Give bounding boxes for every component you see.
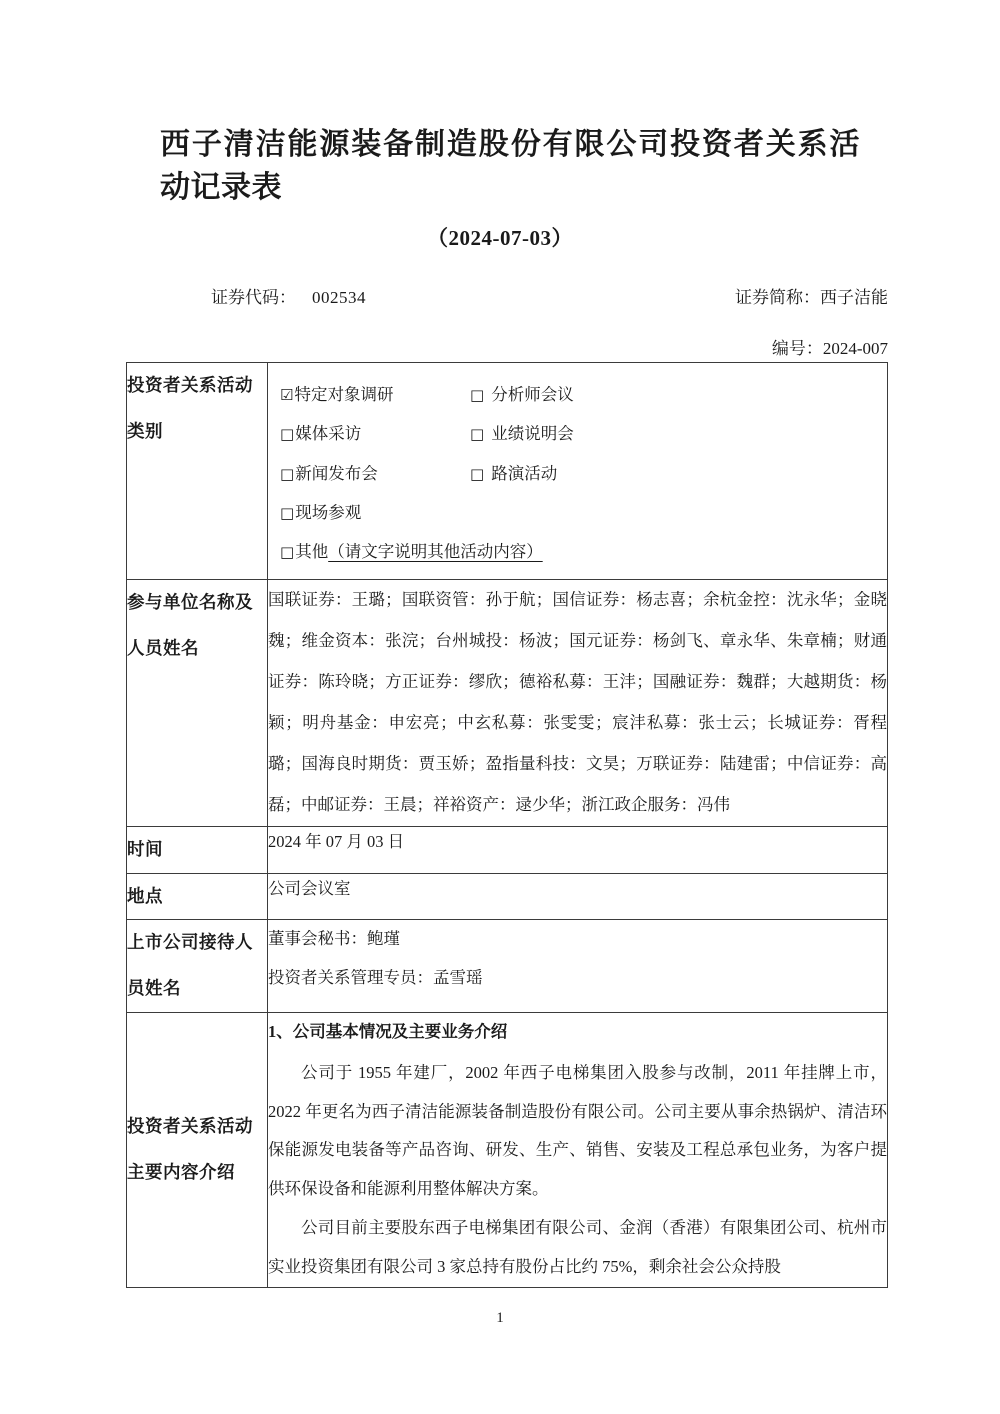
row-label-participants: 参与单位名称及人员姓名 [127, 580, 268, 826]
checkbox-label: 媒体采访 [295, 424, 362, 444]
row-label-host: 上市公司接待人员姓名 [127, 920, 268, 1013]
security-meta-row [126, 283, 888, 308]
checkbox-label: 其他 [295, 542, 329, 562]
checkbox-line-5 [280, 532, 887, 571]
host-ir-specialist: 投资者关系管理专员：孟雪瑶 [268, 968, 483, 988]
checkbox-line-2 [280, 414, 887, 453]
content-paragraph: 公司目前主要股东西子电梯集团有限公司、金润（香港）有限集团公司、杭州市实业投资集团有限公司 3 家总持有股份占比约 75%，剩余社会公众持股 [268, 1217, 887, 1276]
checkbox-empty-icon: □ [470, 386, 485, 404]
checkbox-label: 业绩说明会 [491, 424, 574, 444]
checkbox-line-4 [280, 493, 887, 532]
checkbox-label: 分析师会议 [491, 385, 574, 404]
page-number: 1 [496, 1310, 504, 1326]
checkbox-line-3 [280, 454, 887, 493]
checkbox-empty-icon: □ [280, 543, 295, 562]
checkbox-label: 现场参观 [295, 502, 362, 522]
content-paragraph: 公司于 1955 年建厂，2002 年西子电梯集团入股参与改制，2011 年挂牌上市，2022 年更名为西子清洁能源装备制造股份有限公司。公司主要从事余热锅炉、清洁环保能源发电装备等产品咨询、研发、生产、销售、安装及工程总承包业务，为客户提供环保设备和能源利用整体解决方案。 [268, 1062, 887, 1199]
row-label-content: 投资者关系活动主要内容介绍 [127, 1013, 268, 1287]
content-heading: 1、公司基本情况及主要业务介绍 [268, 1022, 508, 1042]
activity-type-checkbox-list [268, 363, 887, 579]
checkbox-empty-icon: □ [470, 464, 485, 483]
checkbox-option-analyst-meeting[interactable] [470, 375, 574, 414]
other-activity-note: （请文字说明其他活动内容） [328, 542, 543, 562]
serial-number-group [126, 334, 888, 359]
checkbox-option-earnings-briefing[interactable] [470, 414, 574, 453]
checkbox-option-specific-research[interactable] [280, 375, 470, 414]
checkbox-option-press-conference[interactable] [280, 454, 470, 493]
row-value-activity-type [268, 363, 888, 580]
row-value-participants: 国联证券：王璐；国联资管：孙于航；国信证券：杨志喜；余杭金控：沈永华；金晓魏；维金资本：张浣；台州城投：杨波；国元证券：杨剑飞、章永华、朱章楠；财通证券：陈玲晓；方正证券：缪欣；德裕私募：王沣；国融证券：魏群；大越期货：杨颖；明舟基金：申宏亮；中玄私募：张雯雯；宸沣私募：张士云；长城证券：胥程璐；国海良时期货：贾玉娇；盈指量科技：文昊；万联证券：陆建雷；中信证券：高磊；中邮证券：王晨；祥裕资产：逯少华；浙江政企服务：冯伟 [268, 580, 888, 826]
checkbox-option-media-interview[interactable] [280, 414, 470, 453]
serial-number-value: 2024-007 [822, 339, 888, 358]
security-code-value: 002534 [312, 288, 366, 307]
investor-relations-table [126, 362, 888, 1288]
checkbox-empty-icon: □ [280, 503, 295, 522]
checkbox-empty-icon: □ [280, 425, 295, 444]
checkbox-label: 路演活动 [491, 463, 558, 483]
security-code-label: 证券代码： [211, 288, 296, 307]
security-code-group [211, 283, 366, 308]
row-value-place: 公司会议室 [268, 873, 888, 920]
row-label-time: 时间 [127, 826, 268, 873]
checkbox-empty-icon: □ [280, 464, 295, 483]
document-date: （2024-07-03） [427, 226, 573, 250]
row-value-host [268, 920, 888, 1013]
page-title: 西子清洁能源装备制造股份有限公司投资者关系活动记录表 [160, 128, 860, 204]
table-row-participants [127, 580, 888, 826]
checkbox-line-1 [280, 375, 887, 414]
security-abbr-label: 证券简称： [735, 288, 820, 307]
table-row-time [127, 826, 888, 873]
row-value-content [268, 1013, 888, 1287]
table-row-activity-type [127, 363, 888, 580]
table-row-place [127, 873, 888, 920]
row-label-place: 地点 [127, 873, 268, 920]
checkbox-checked-icon: ☑ [280, 386, 294, 404]
checkbox-label: 新闻发布会 [295, 463, 378, 483]
checkbox-empty-icon: □ [470, 425, 485, 444]
checkbox-option-other[interactable] [280, 532, 543, 571]
row-value-time: 2024 年 07 月 03 日 [268, 826, 888, 873]
checkbox-option-roadshow[interactable] [470, 454, 557, 493]
checkbox-option-site-visit[interactable] [280, 493, 470, 532]
security-abbr-group [735, 283, 888, 308]
serial-number-label: 编号： [771, 339, 823, 358]
row-label-activity-type: 投资者关系活动类别 [127, 363, 268, 580]
table-row-content [127, 1013, 888, 1287]
checkbox-label: 特定对象调研 [294, 385, 394, 404]
security-abbr-value: 西子洁能 [820, 288, 888, 307]
host-secretary: 董事会秘书：鲍瑾 [268, 929, 400, 949]
table-row-host [127, 920, 888, 1013]
